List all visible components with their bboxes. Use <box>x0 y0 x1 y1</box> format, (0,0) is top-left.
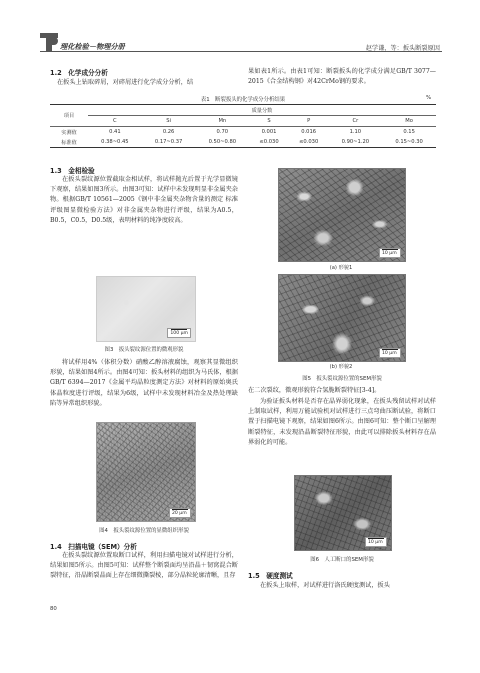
section-text-grain-boundary: 为验证扳头材料是否存在晶界弱化现象，在扳头残留试样对试样上制取试样，利用万能试验机对试样进行三点弯曲压断试验，将断口置于扫描电镜下观察，结果如图6所示。由图6可知：整个断口呈解理断裂特征，未发现沿晶断裂特征形貌，由此可以排除扳头材料存在晶界弱化的可能。 <box>248 398 436 446</box>
table-1-cell: 0.15 <box>382 127 436 138</box>
figure-5a-scale-bar: 10 μm <box>379 248 401 258</box>
figure-4-caption: 图4 扳头裂纹源位置的显微组织形貌 <box>99 528 189 534</box>
figure-5b-sem-image <box>278 274 406 362</box>
table-1 <box>50 104 436 148</box>
figure-3-scale-bar: 100 μm <box>167 328 191 338</box>
figure-5b-label: (b) 形貌2 <box>329 364 353 370</box>
journal-title: 理化检验－物理分册 <box>60 42 125 51</box>
table-1-row-label: 标准值 <box>50 137 88 148</box>
table-1-title <box>50 95 436 103</box>
table-1-element-header: Mn <box>218 118 227 124</box>
table-1-title-text: 表1 断裂扳头的化学成分分析结果 <box>200 97 286 103</box>
table-1-unit: % <box>426 95 432 101</box>
section-1-2-heading: 1.2 化学成分分析 <box>50 69 108 77</box>
table-1-cell: 0.15~0.30 <box>382 137 436 148</box>
figure-5a-sem-image <box>278 168 406 262</box>
table-1-cell: 0.50~0.80 <box>195 137 249 148</box>
figure-5-caption: 图5 扳头裂纹源位置的SEM形貌 <box>302 376 382 382</box>
journal-logo <box>40 33 58 51</box>
figure-3-micrograph <box>96 276 196 342</box>
figure-6-sem-image <box>294 475 392 551</box>
table-1-element-header: P <box>307 118 311 124</box>
table-reference-text: 果如表1所示。由表1可知：断裂扳头的化学成分满足GB/T 3077—2015《合金结构钢》对42CrMo钢的要求。 <box>248 68 436 86</box>
table-1-cell: ≤0.030 <box>249 137 289 148</box>
running-title: 赵学谦，等：扳头断裂原因 <box>365 45 440 52</box>
table-1-cell: 0.26 <box>142 127 196 138</box>
table-1-cell: 0.016 <box>289 127 329 138</box>
table-1-cell: 0.90~1.20 <box>328 137 382 148</box>
figure-5a-label: (a) 形貌1 <box>329 265 353 271</box>
table-1-cell: 1.10 <box>328 127 382 138</box>
table-1-cell: 0.17~0.37 <box>142 137 196 148</box>
section-1-5-text: 在扳头上取样，对试样进行洛氏硬度测试，扳头 <box>260 582 390 589</box>
section-1-2-text: 在扳头上钻取碎屑，对碎屑进行化学成分分析，结 <box>57 79 194 86</box>
table-1-element-header: Cr <box>352 118 359 124</box>
table-1-cell: 0.001 <box>249 127 289 138</box>
section-1-5-heading: 1.5 硬度测试 <box>248 572 293 580</box>
figure-6-scale-bar: 10 μm <box>365 537 387 547</box>
section-1-4-heading: 1.4 扫描电镜（SEM）分析 <box>50 543 137 551</box>
text-after-figure-5: 在二次裂纹，微观形貌符合氢脆断裂特征[3-4]。 <box>248 387 381 394</box>
table-1-element-header: Si <box>166 118 171 124</box>
table-1-group-header: 质量分数 <box>88 105 436 116</box>
figure-4-scale-bar: 20 μm <box>169 508 191 518</box>
figure-3-caption: 图3 扳头裂纹源位置的微观形貌 <box>104 347 184 353</box>
section-1-3-text: 在扳头裂纹源位置截取金相试样，将试样抛光后置于光学显微镜下观察，结果如图3所示。由图3可知：试样中未发现明显非金属夹杂物。根据GB/T 10561—2005《钢中非金属夹杂物含量的测定 标准评级图显微检验方法》对非金属夹杂物进行评级，结果为A0.5，B0.5，C0.5，D0.5级，表明材料的纯净度较高。 <box>50 176 238 224</box>
figure-5b-scale-bar: 10 μm <box>379 348 401 358</box>
table-1-cell: ≤0.030 <box>289 137 329 148</box>
table-1-cell: 0.70 <box>195 127 249 138</box>
table-1-row-label: 实测值 <box>50 127 88 138</box>
table-1-item-header: 项目 <box>50 105 88 127</box>
page-number: 80 <box>50 606 57 612</box>
table-1-cell: 0.38~0.45 <box>88 137 142 148</box>
figure-6-caption: 图6 人工断口的SEM形貌 <box>310 557 374 563</box>
table-1-element-header: S <box>267 118 271 124</box>
table-1-cell: 0.41 <box>88 127 142 138</box>
section-1-3-text-2: 将试样用4%（体积分数）硝酸乙醇溶液腐蚀，观察其显微组织形貌，结果如图4所示。由图4可知：扳头材料的组织为马氏体，根据GB/T 6394—2017《金属平均晶粒度测定方法》对材料的原始奥氏体晶粒度进行评级，结果为6级，试样中未发现材料冶金及热处理缺陷等异常组织形貌。 <box>50 359 238 407</box>
table-1-element-header: Mo <box>405 118 413 124</box>
table-1-element-header: C <box>113 118 117 124</box>
figure-4-micrograph <box>96 422 196 522</box>
section-1-3-heading: 1.3 金相检验 <box>50 167 95 175</box>
section-1-4-text: 在扳头裂纹源位置取断口试样，利用扫描电镜对试样进行分析，结果如图5所示。由图5可知：试样整个断裂面均呈沿晶＋韧窝混合断裂特征，沿晶断裂晶面上存在细微撕裂棱，部分晶粒轮廓清晰，且存 <box>50 552 238 580</box>
